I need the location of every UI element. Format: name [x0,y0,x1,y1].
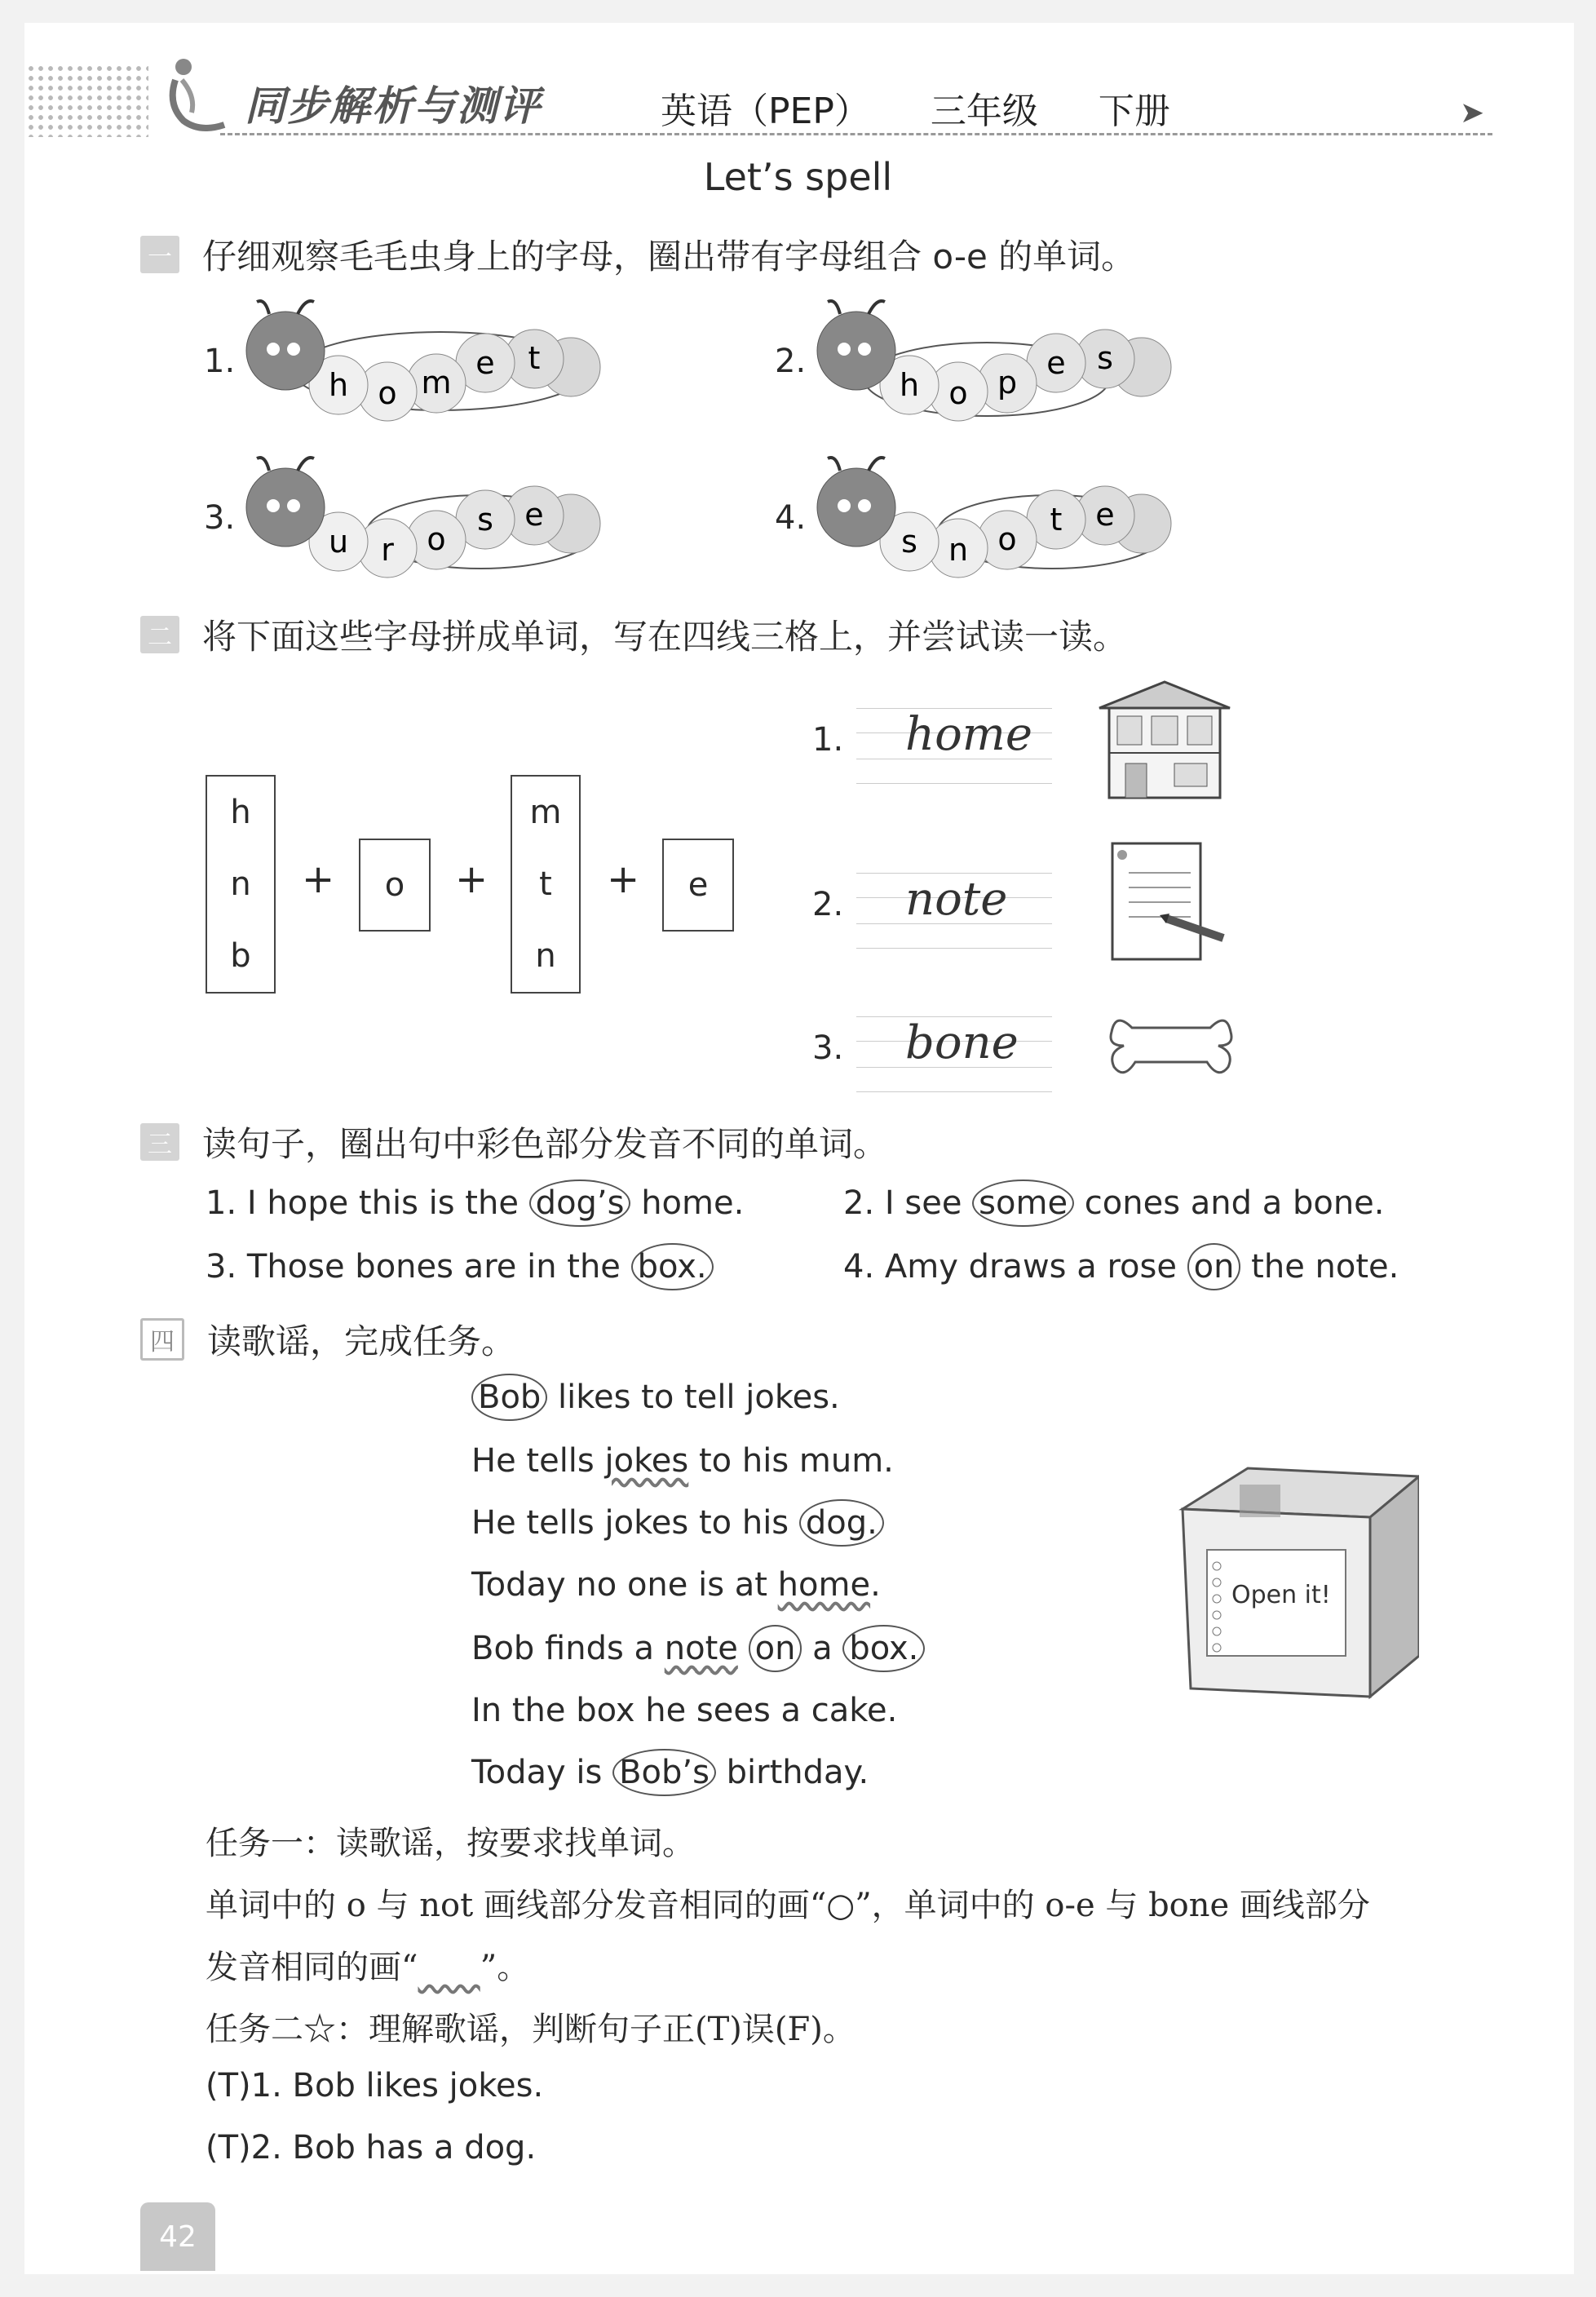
task-text: 发音相同的画“ [206,1949,418,1986]
circled-word: Bob [471,1374,547,1421]
poem-text: to his mum. [688,1442,894,1480]
section4-instruction: 读歌谣，完成任务。 [207,1321,516,1361]
header-brand: 同步解析与测评 [245,82,542,130]
letter: t [528,340,541,376]
poem-text: He tells [471,1442,605,1480]
answer1-number: 1. [812,721,844,759]
bone-icon [1107,1011,1235,1080]
answer3-number: 3. [812,1029,844,1067]
poem-text: Today no one is at [471,1566,778,1604]
wavy-word: note [664,1630,738,1667]
poem-text: Bob finds a [471,1630,665,1667]
sentence-text: 4. Amy draws a rose [843,1248,1187,1286]
letter: r [381,532,394,568]
poem-line-3 [471,1504,884,1542]
sentence-1 [206,1184,744,1222]
letter-stack-1 [206,775,276,994]
task1-line1: 单词中的 o 与 not 画线部分发音相同的画“○”，单词中的 o-e 与 bone 画线部分 [206,1887,1370,1924]
wavy-word: home [777,1566,871,1604]
circled-word: dog’s [529,1179,631,1227]
sentence-text: 1. I hope this is the [206,1184,529,1222]
plus-sign: + [607,856,640,902]
letter: s [901,524,917,560]
stack-letter: t [539,865,552,903]
circled-word: on [1187,1243,1241,1290]
poem-line-6: In the box he sees a cake. [471,1692,898,1729]
task1-title: 任务一：读歌谣，按要求找单词。 [206,1825,695,1862]
sentence-text: the note. [1240,1248,1399,1286]
cat3-number: 3. [204,499,236,537]
box-label: Open it! [1231,1581,1331,1609]
poem-text: birthday. [715,1754,869,1791]
section2-badge: 二 [140,616,179,653]
section1-instruction: 仔细观察毛毛虫身上的字母，圈出带有字母组合 o-e 的单词。 [202,237,1136,277]
sentence-3 [206,1248,714,1286]
letter: o [997,521,1017,557]
sentence-text: 2. I see [843,1184,973,1222]
page-title: Let’s spell [703,155,893,199]
letter: o [427,521,446,557]
caterpillar-3 [237,450,628,589]
letter: t [1050,502,1063,538]
circled-word: dog. [799,1499,884,1547]
cat1-number: 1. [204,343,236,380]
wavy-blank [418,1949,480,1986]
letter: m [421,365,452,401]
caterpillar-1 [237,294,628,432]
page-number: 42 [140,2202,215,2271]
header-dots-decoration [26,64,148,137]
circled-word: some [972,1179,1074,1227]
task-text: ”。 [480,1949,530,1986]
letter: e [475,345,495,381]
poem-text: . [870,1566,881,1604]
answer1-word: home [905,708,1033,761]
answer2-word: note [905,873,1008,926]
sentence-text: 3. Those bones are in the [206,1248,631,1286]
task2-title: 任务二☆：理解歌谣，判断句子正(T)误(F)。 [206,2011,855,2048]
letter: p [997,365,1018,401]
poem-line-4 [471,1566,881,1604]
task2-q2: (T)2. Bob has a dog. [206,2129,537,2166]
header-divider [220,133,1492,135]
poem-line-5 [471,1630,925,1667]
letter: h [899,367,920,403]
circled-word: Bob’s [612,1749,716,1796]
cat2-number: 2. [775,343,807,380]
house-icon [1093,675,1236,803]
letter-box-o: o [359,839,431,932]
section2-instruction: 将下面这些字母拼成单词，写在四线三格上，并尝试读一读。 [202,617,1128,657]
stack-letter: n [535,937,556,975]
poem-text: likes to tell jokes. [547,1379,840,1416]
sentence-text: home. [630,1184,745,1222]
letter-stack-2 [511,775,581,994]
answer2-number: 2. [812,886,844,923]
letter: s [1097,340,1113,376]
stack-letter: h [230,794,251,831]
poem-line-7 [471,1754,869,1791]
header-subject: 英语（PEP） [661,91,870,132]
plus-sign: + [302,856,335,902]
caterpillar-2 [807,294,1199,432]
poem-text: He tells jokes to his [471,1504,799,1542]
poem-text: a [802,1630,843,1667]
stack-letter: n [230,865,251,903]
wavy-word: jokes [604,1442,689,1480]
section1-heading [140,230,1135,279]
stack-letter: m [529,794,562,831]
circled-word: box. [631,1243,714,1290]
gift-box-icon [1174,1460,1419,1705]
letter: s [477,502,493,538]
sentence-text: cones and a bone. [1074,1184,1385,1222]
cat4-number: 4. [775,499,807,537]
section3-instruction: 读句子，圈出句中彩色部分发音不同的单词。 [202,1124,888,1164]
header-volume: 下册 [1098,91,1170,132]
section2-heading [140,610,1127,659]
task2-q1: (T)1. Bob likes jokes. [206,2067,544,2104]
header-grade: 三年级 [930,91,1038,132]
letter: o [378,375,397,411]
letter: o [948,375,968,411]
letter: u [328,524,349,560]
letter: e [524,497,544,533]
circled-word: box. [842,1625,925,1672]
sentence-4 [843,1248,1399,1286]
letter: n [948,532,969,568]
section4-badge: 四 [140,1318,184,1361]
poem-line-2 [471,1442,894,1480]
runner-logo-icon [159,55,232,137]
poem-text [738,1630,749,1667]
circled-word: on [749,1625,802,1672]
letter-box-e: e [662,839,734,932]
letter: h [328,367,349,403]
sentence-2 [843,1184,1385,1222]
note-paper-icon [1109,840,1231,963]
section3-badge: 三 [140,1123,179,1161]
caterpillar-4 [807,450,1199,589]
poem-line-1 [471,1379,840,1416]
header-info [661,82,1219,134]
letter: e [1095,497,1115,533]
task1-line2 [206,1941,529,1988]
paper-plane-icon: ➤ [1460,96,1485,130]
letter: e [1046,345,1066,381]
poem-text: Today is [471,1754,613,1791]
section4-heading [140,1315,515,1364]
section1-badge: 一 [140,236,179,273]
answer3-word: bone [905,1016,1019,1069]
stack-letter: b [230,937,251,975]
section3-heading [140,1118,887,1166]
plus-sign: + [455,856,489,902]
